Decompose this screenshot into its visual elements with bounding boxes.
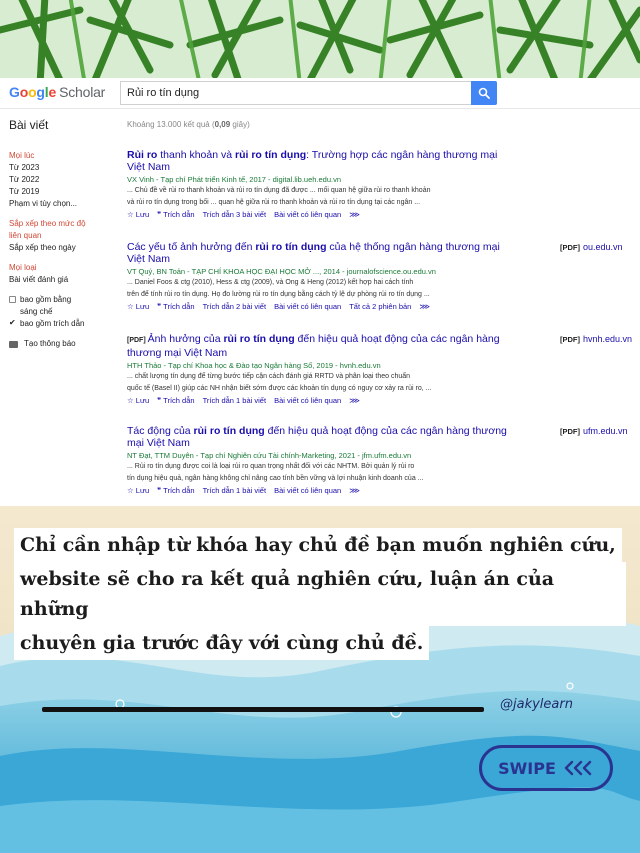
result-snippet: ... Daniel Foos & ctg (2010), Hess & ctg (2009), và Ong & Heng (2012) kết hợp hai cách tính: [127, 279, 414, 286]
search-result: [127, 425, 507, 496]
pdf-side-link[interactable]: [560, 242, 623, 252]
logo-letter: l: [44, 84, 49, 100]
title-highlight: rủi ro tín dụng: [223, 333, 295, 345]
more-icon[interactable]: ⋙: [349, 396, 360, 405]
include-patents-label: bao gồm bằng sáng chế: [20, 295, 72, 316]
result-actions: [127, 485, 507, 496]
result-authors[interactable]: HTH Thảo - Tạp chí Khoa học & Đào tạo Ngân hàng Số, 2019 - hvnh.edu.vn: [127, 361, 381, 370]
result-actions: [127, 301, 507, 312]
related-articles-link[interactable]: Bài viết có liên quan: [274, 210, 342, 219]
pdf-tag: [PDF]: [560, 335, 580, 344]
search-result: [127, 241, 507, 312]
more-icon[interactable]: ⋙: [349, 486, 360, 495]
caption-line: website sẽ cho ra kết quả nghiên cứu, luận án của những: [14, 562, 626, 626]
more-icon[interactable]: ⋙: [349, 210, 360, 219]
result-title-link[interactable]: [127, 333, 507, 359]
save-link[interactable]: ☆ Lưu: [127, 396, 150, 405]
filter-any-time[interactable]: Mọi lúc: [9, 151, 35, 160]
scholar-screenshot: [0, 78, 640, 506]
result-title-link[interactable]: [127, 149, 507, 173]
title-text: đến hiệu quả hoạt động của các ngân hàng thương mại Việt Nam: [127, 333, 500, 359]
pdf-domain: hvnh.edu.vn: [583, 334, 633, 344]
cited-by-link[interactable]: Trích dẫn 3 bài viết: [202, 210, 267, 219]
section-title: Bài viết: [9, 118, 49, 132]
title-highlight: rủi ro tín dụng: [193, 425, 265, 437]
result-actions: [127, 395, 507, 406]
logo-letter: G: [9, 84, 20, 100]
scholar-topbar: [0, 78, 640, 108]
title-highlight: rủi ro tín dụng: [235, 149, 307, 161]
pdf-tag: [PDF]: [127, 337, 146, 344]
envelope-icon: [9, 341, 18, 348]
palm-leaves-image: [0, 0, 640, 82]
author-handle: @jakylearn: [500, 697, 573, 712]
swipe-button[interactable]: [479, 745, 613, 791]
title-text: Tác động của: [127, 425, 194, 437]
checkbox-unchecked-icon: [9, 296, 16, 303]
result-snippet: ... Chủ đề về rủi ro thanh khoản và rủi ro tín dụng đã được ... mối quan hệ giữa rủi ro thanh khoản: [127, 187, 431, 194]
save-link[interactable]: ☆ Lưu: [127, 302, 150, 311]
cited-by-link[interactable]: Trích dẫn 2 bài viết: [202, 302, 267, 311]
logo-letter: o: [19, 84, 29, 100]
beach-background: [0, 506, 640, 853]
filter-review-articles[interactable]: Bài viết đánh giá: [9, 275, 69, 284]
scholar-logo[interactable]: [9, 84, 105, 100]
search-input[interactable]: Rủi ro tín dụng: [120, 81, 472, 105]
logo-letter: o: [28, 84, 37, 100]
search-button[interactable]: [471, 81, 497, 105]
pdf-side-link[interactable]: [560, 334, 632, 344]
results-count: [127, 120, 250, 129]
caption-line: chuyên gia trước đây với cùng chủ đề.: [14, 626, 429, 660]
title-text: Ảnh hưởng của: [147, 333, 224, 345]
pdf-side-link[interactable]: [560, 426, 628, 436]
related-articles-link[interactable]: Bài viết có liên quan: [274, 486, 342, 495]
results-count-prefix: Khoảng 13.000 kết quả (: [127, 120, 215, 129]
title-highlight: Rủi ro: [127, 149, 158, 161]
filter-custom-range[interactable]: Phạm vi tùy chọn...: [9, 199, 78, 208]
cite-link[interactable]: ❞ Trích dẫn: [157, 486, 195, 495]
cited-by-link[interactable]: Trích dẫn 1 bài viết: [202, 396, 267, 405]
include-citations-checkbox[interactable]: [9, 318, 109, 330]
result-snippet: quốc tế (Basel II) giúp các NH nhận biết sớm được các khoản tín dụng có nguy cơ xảy ra rủi ro, ...: [127, 384, 432, 392]
cited-by-link[interactable]: Trích dẫn 1 bài viết: [202, 486, 267, 495]
pdf-tag: [PDF]: [560, 243, 580, 252]
pdf-domain: ufm.edu.vn: [583, 426, 628, 436]
result-snippet: và rủi ro tín dụng trong bối ... quan hệ giữa rủi ro thanh khoản và rủi ro tín dụng tại các ngân ...: [127, 198, 421, 206]
title-text: của hệ thống ngân hàng thương mại Việt Nam: [127, 241, 500, 265]
search-icon: [478, 87, 490, 99]
caption-line: Chỉ cần nhập từ khóa hay chủ đề bạn muốn nghiên cứu,: [14, 528, 622, 562]
pdf-domain: ou.edu.vn: [583, 242, 623, 252]
filter-any-type[interactable]: Mọi loại: [9, 263, 37, 272]
result-snippet: trên để tính rủi ro tín dụng. Họ đo lường rủi ro tín dụng bằng cách tỷ lệ dự phòng rủi ro tín dụng ...: [127, 290, 430, 298]
checkmark-icon: ✔: [9, 318, 16, 327]
result-snippet: ... Rủi ro tín dụng được coi là loại rủi ro quan trọng nhất đối với các NHTM. Bởi quản lý rủi ro: [127, 463, 415, 470]
result-authors[interactable]: VX Vinh - Tạp chí Phát triển Kinh tế, 2017 - digital.lib.ueh.edu.vn: [127, 175, 342, 184]
results-count-suffix: giây): [230, 120, 250, 129]
title-text: thanh khoản và: [157, 149, 235, 161]
result-actions: [127, 209, 507, 220]
result-title-link[interactable]: [127, 425, 507, 449]
create-alert-link[interactable]: [9, 338, 109, 350]
cite-link[interactable]: ❞ Trích dẫn: [157, 396, 195, 405]
search-result: [127, 149, 507, 220]
related-articles-link[interactable]: Bài viết có liên quan: [274, 302, 342, 311]
filter-year[interactable]: Từ 2023: [9, 163, 40, 172]
title-text: Các yếu tố ảnh hưởng đến: [127, 241, 256, 253]
result-title-link[interactable]: [127, 241, 507, 265]
all-versions-link[interactable]: Tất cả 2 phiên bản: [349, 302, 412, 311]
logo-suffix: Scholar: [59, 84, 106, 100]
swipe-label: SWIPE: [498, 758, 556, 778]
title-text: đến hiệu quả hoạt động của các ngân hàng thương mại Việt Nam: [127, 425, 507, 449]
logo-letter: g: [36, 84, 45, 100]
create-alert-label: Tạo thông báo: [24, 339, 76, 348]
result-snippet: ... chất lượng tín dụng để từng bước tiếp cận cách đánh giá RRTD và phân loại theo chuẩn: [127, 373, 411, 380]
filter-year[interactable]: Từ 2022: [9, 175, 40, 184]
triple-chevron-left-icon: [564, 760, 594, 776]
cite-link[interactable]: ❞ Trích dẫn: [157, 302, 195, 311]
logo-letter: e: [48, 84, 57, 100]
result-authors[interactable]: VT Quý, BN Toản - TẠP CHÍ KHOA HỌC ĐẠI HỌC MỞ ..., 2014 - journalofscience.ou.edu.vn: [127, 267, 436, 276]
search-result: [127, 333, 507, 406]
include-patents-checkbox[interactable]: [9, 294, 109, 318]
save-link[interactable]: ☆ Lưu: [127, 210, 150, 219]
results-count-time: 0,09: [214, 120, 231, 129]
pdf-tag: [PDF]: [560, 427, 580, 436]
caption-block: [14, 528, 626, 660]
filter-sidebar: [9, 150, 109, 350]
filter-year[interactable]: Từ 2019: [9, 187, 40, 196]
more-icon[interactable]: ⋙: [419, 302, 431, 311]
result-authors[interactable]: NT Đạt, TTM Duyên - Tạp chí Nghiên cứu Tài chính-Marketing, 2021 - jfm.ufm.edu.vn: [127, 451, 412, 460]
title-text: : Trường hợp các ngân hàng thương mại Việt Nam: [127, 149, 498, 173]
related-articles-link[interactable]: Bài viết có liên quan: [274, 396, 342, 405]
include-citations-label: bao gồm trích dẫn: [20, 319, 85, 328]
result-snippet: tín dụng hiệu quả, ngân hàng không chỉ nâng cao tính bền vững và lợi nhuận kinh doanh của ...: [127, 474, 424, 482]
sort-by-relevance[interactable]: Sắp xếp theo mức độ liên quan: [9, 219, 86, 240]
progress-bar: [42, 707, 484, 712]
header-divider: [0, 108, 640, 109]
palm-leaves-banner: [0, 0, 640, 82]
cite-link[interactable]: ❞ Trích dẫn: [157, 210, 195, 219]
title-highlight: rủi ro tín dụng: [255, 241, 327, 253]
save-link[interactable]: ☆ Lưu: [127, 486, 150, 495]
sort-by-date[interactable]: Sắp xếp theo ngày: [9, 243, 76, 252]
